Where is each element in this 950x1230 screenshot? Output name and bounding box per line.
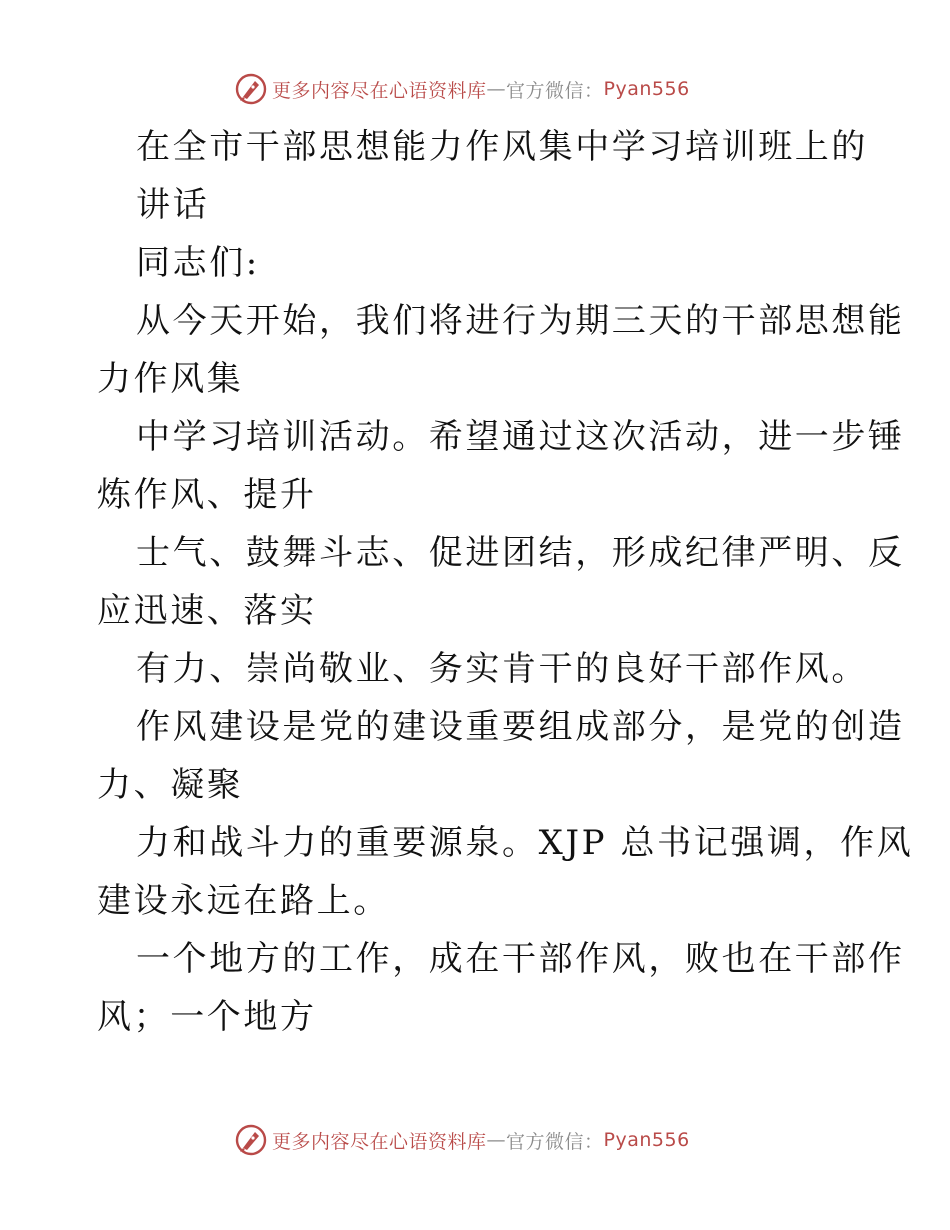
banner-wechat-label: 官方微信： (506, 1130, 604, 1153)
banner-wechat-label: 官方微信： (506, 79, 604, 102)
paragraph-line: 应迅速、落实 (97, 591, 317, 631)
paragraph-line: 一个地方的工作，成在干部作风，败也在干部作 (136, 939, 905, 979)
paragraph-line: 从今天开始，我们将进行为期三天的干部思想能 (136, 301, 905, 341)
banner-separator: — (486, 1129, 507, 1151)
pen-nib-logo-icon (234, 72, 268, 106)
paragraph-line: 力、凝聚 (97, 765, 244, 805)
paragraph-line: 士气、鼓舞斗志、促进团结，形成纪律严明、反 (136, 533, 905, 573)
salutation: 同志们: (136, 243, 260, 283)
paragraph-line: 建设永远在路上。 (97, 881, 390, 921)
banner-main-text: 更多内容尽在心语资料库 (272, 79, 487, 102)
banner-wechat-id: Pyan556 (603, 78, 690, 100)
banner-main-text: 更多内容尽在心语资料库 (272, 1130, 487, 1153)
title-line-2: 讲话 (136, 185, 210, 225)
paragraph-line: 中学习培训活动。希望通过这次活动，进一步锤 (136, 417, 905, 457)
document-body (97, 118, 914, 1046)
paragraph-line: 风；一个地方 (97, 997, 317, 1037)
paragraph-line: 力作风集 (97, 359, 244, 399)
banner-separator: — (486, 78, 507, 100)
paragraph-line: 炼作风、提升 (97, 475, 317, 515)
paragraph-line: 有力、崇尚敬业、务实肯干的良好干部作风。 (136, 649, 868, 689)
banner-wechat-id: Pyan556 (603, 1129, 690, 1151)
title-line-1: 在全市干部思想能力作风集中学习培训班上的 (136, 127, 868, 167)
pen-nib-logo-icon (234, 1123, 268, 1157)
paragraph-line: 力和战斗力的重要源泉。XJP 总书记强调，作风 (136, 823, 914, 863)
paragraph-line: 作风建设是党的建设重要组成部分，是党的创造 (136, 707, 905, 747)
watermark-banner-bottom (234, 1122, 754, 1158)
watermark-banner-top (234, 71, 754, 107)
